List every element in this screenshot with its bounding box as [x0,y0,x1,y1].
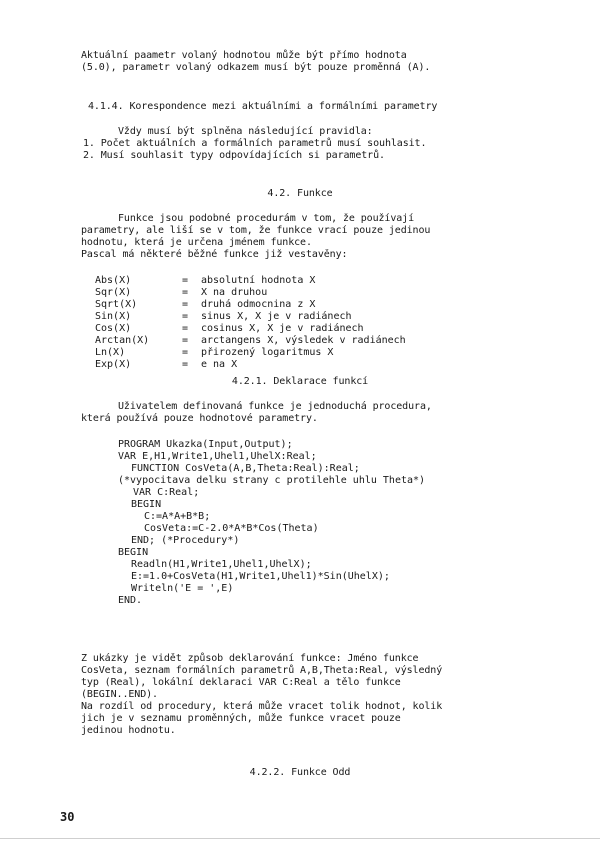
paragraph-line: Na rozdíl od procedury, která může vracet tolik hodnot, kolik [81,701,443,712]
function-description: X na druhou [201,287,268,298]
function-name: Sqr(X) [95,287,132,298]
code-line: VAR E,H1,Write1,Uhel1,UhelX:Real; [118,451,317,462]
paragraph-line: (BEGIN..END). [81,689,158,700]
code-line: Readln(H1,Write1,Uhel1,UhelX); [131,559,312,570]
function-description: sinus X, X je v radiánech [201,311,352,322]
section-heading: 4.2. Funkce [267,188,333,199]
paragraph-line: Vždy musí být splněna následující pravidla: [118,126,373,137]
paragraph-line: hodnotu, která je určena jménem funkce. [81,237,312,248]
code-line: END; (*Procedury*) [131,535,240,546]
function-name: Arctan(X) [95,335,150,346]
code-line: END. [118,595,143,606]
function-description: přirozený logaritmus X [201,347,334,358]
code-line: E:=1.0+CosVeta(H1,Write1,Uhel1)*Sin(UhelX); [131,571,390,582]
function-name: Ln(X) [95,347,126,358]
paragraph-line: Pascal má některé běžné funkce již vestavěny: [81,249,348,260]
equals-sign: = [182,299,189,310]
code-line: (*vypocitava delku strany c protilehle uhlu Theta*) [118,475,426,486]
function-name: Sin(X) [95,311,132,322]
section-heading: 4.1.4. Korespondence mezi aktuálními a formálními parametry [88,101,438,112]
equals-sign: = [182,287,189,298]
section-heading: 4.2.2. Funkce Odd [249,767,351,778]
code-line: BEGIN [131,499,162,510]
function-description: e na X [201,359,238,370]
function-name: Cos(X) [95,323,132,334]
function-name: Exp(X) [95,359,132,370]
paragraph-line: typ (Real), lokální deklaraci VAR C:Real a tělo funkce [81,677,401,688]
function-name: Abs(X) [95,275,132,286]
paragraph-line: CosVeta, seznam formálních parametrů A,B,Theta:Real, výsledný [81,665,443,676]
paragraph-line: parametry, ale liší se v tom, že funkce vrací pouze jedinou [81,225,431,236]
page-number: 30 [60,810,75,824]
function-name: Sqrt(X) [95,299,138,310]
equals-sign: = [182,335,189,346]
page-edge-rule [0,838,600,839]
code-line: BEGIN [118,547,149,558]
paragraph-line: Z ukázky je vidět způsob deklarování funkce: Jméno funkce [81,653,419,664]
paragraph-line: Funkce jsou podobné procedurám v tom, že používají [118,213,415,224]
intro-line: (5.0), parametr volaný odkazem musí být pouze proměnná (A). [81,62,431,73]
paragraph-line: jedinou hodnotu. [81,725,176,736]
code-line: PROGRAM Ukazka(Input,Output); [118,439,293,450]
function-description: arctangens X, výsledek v radiánech [201,335,406,346]
function-description: absolutní hodnota X [201,275,316,286]
paragraph-line: jich je v seznamu proměnných, může funkce vracet pouze [81,713,401,724]
code-line: FUNCTION CosVeta(A,B,Theta:Real):Real; [131,463,360,474]
section-heading: 4.2.1. Deklarace funkcí [231,376,369,387]
equals-sign: = [182,347,189,358]
code-line: C:=A*A+B*B; [144,511,211,522]
equals-sign: = [182,275,189,286]
intro-line: Aktuální paametr volaný hodnotou může být přímo hodnota [81,50,407,61]
function-description: druhá odmocnina z X [201,299,316,310]
code-line: VAR C:Real; [133,487,200,498]
paragraph-line: Uživatelem definovaná funkce je jednoduchá procedura, [118,401,432,412]
paragraph-line: která používá pouze hodnotové parametry. [81,413,318,424]
code-line: CosVeta:=C-2.0*A*B*Cos(Theta) [144,523,319,534]
equals-sign: = [182,311,189,322]
equals-sign: = [182,323,189,334]
function-description: cosinus X, X je v radiánech [201,323,364,334]
list-item: 1. Počet aktuálních a formálních parametrů musí souhlasit. [83,138,427,149]
equals-sign: = [182,359,189,370]
list-item: 2. Musí souhlasit typy odpovídajících si parametrů. [83,150,385,161]
code-line: Writeln('E = ',E) [131,583,234,594]
